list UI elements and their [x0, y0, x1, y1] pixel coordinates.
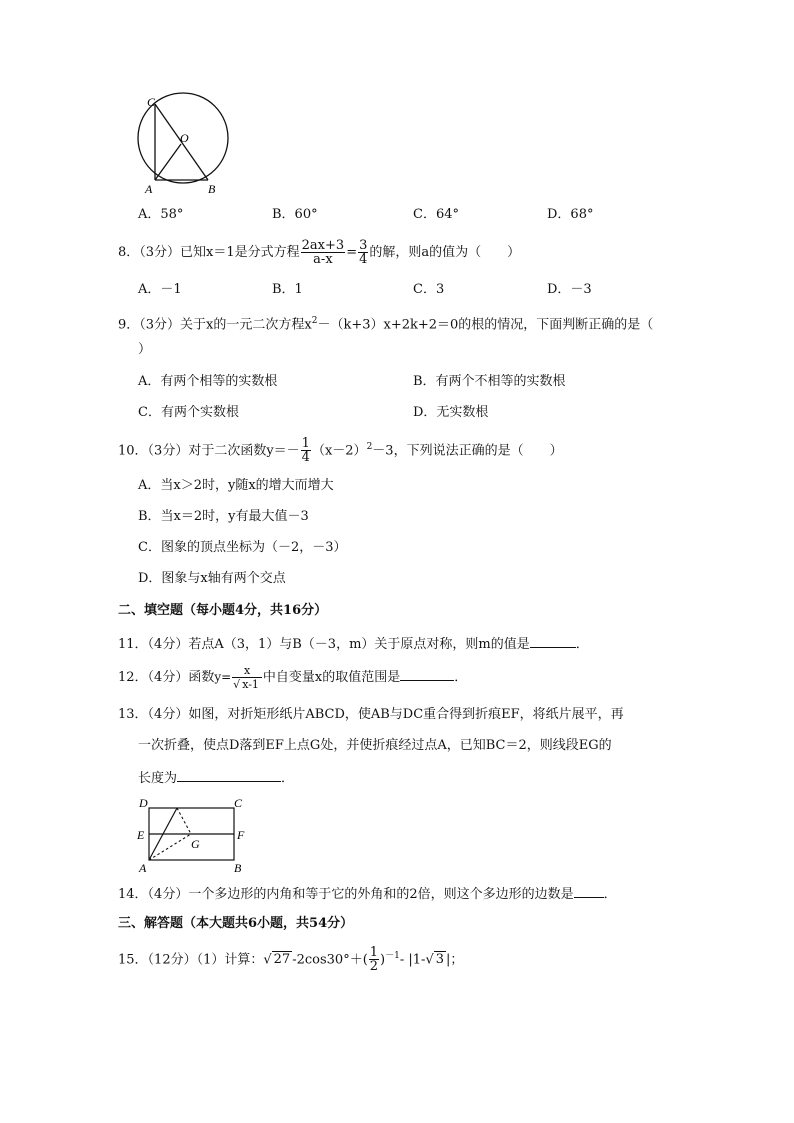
label-f: F: [237, 828, 245, 842]
question-9: [118, 311, 653, 335]
sqrt-symbol-2: √: [425, 952, 434, 968]
label-a2: A: [139, 861, 147, 875]
question-14: [118, 883, 617, 905]
q15-fnum: 1: [369, 945, 379, 961]
q8-fraction-2: [358, 239, 368, 266]
q9-option-c: C．有两个实数根: [138, 405, 239, 420]
q15-prefix: 15．（12分）（1）计算：: [118, 952, 264, 968]
q8-option-a: A．－1: [138, 282, 182, 297]
q10-option-a: A．当x＞2时，y随x的增大而增大: [138, 478, 334, 493]
label-b2: B: [234, 861, 242, 875]
q15-sqrt1: 27: [273, 952, 291, 968]
q8-option-b: B．1: [272, 282, 303, 297]
q8-option-d: D．－3: [547, 282, 592, 297]
question-13-line2: 一次折叠，使点D落到EF上点G处，并使折痕经过点A，已知BC＝2，则线段EG的: [138, 738, 612, 753]
q9-option-d: D．无实数根: [413, 405, 489, 420]
sqrt-symbol: √: [263, 952, 272, 968]
q15-part4: - |1-: [399, 952, 426, 968]
q12-suffix: 中自变量x的取值范围是: [262, 670, 401, 685]
q15-part2: -2cos30°＋(: [292, 952, 368, 968]
question-12: [118, 664, 467, 691]
q7-option-b: B．60°: [272, 207, 318, 222]
q14-answer-blank[interactable]: [574, 883, 604, 898]
q9-sup: 2: [311, 316, 318, 326]
q7-option-c: C．64°: [413, 207, 459, 222]
q14-text: 14．（4分）一个多边形的内角和等于它的外角和的2倍，则这个多边形的边数是: [118, 887, 574, 902]
q7-option-d: D．68°: [547, 207, 594, 222]
q15-sqrt2: 3: [435, 952, 445, 968]
q12-den: √ x-1: [233, 678, 259, 691]
question-13-line3: [138, 767, 294, 789]
q12-fraction: [232, 664, 262, 691]
q10-sup: 2: [366, 442, 373, 452]
q15-part3: ): [380, 952, 386, 968]
q10-mid: （x－2）: [311, 443, 367, 459]
label-d: D: [139, 796, 148, 810]
q8-suffix: 的解，则a的值为（ ）: [369, 245, 521, 260]
q11-end: ．: [575, 637, 589, 652]
q12-end: ．: [454, 670, 468, 685]
q8-fraction-1: [301, 239, 346, 266]
label-e: E: [137, 828, 145, 842]
q10-option-c: C．图象的顶点坐标为（－2，－3）: [138, 540, 347, 555]
q9-option-a: A．有两个相等的实数根: [138, 374, 278, 389]
q8-prefix: 8．（3分）已知: [118, 245, 207, 260]
label-c2: C: [234, 796, 243, 810]
q10-prefix: 10．（3分）对于二次函数y＝－: [118, 443, 300, 459]
q13-answer-blank[interactable]: [177, 767, 281, 782]
q14-end: ．: [603, 887, 617, 902]
question-15: [118, 946, 463, 973]
label-a: A: [145, 182, 153, 196]
q13-line3-text: 长度为: [138, 771, 178, 786]
q9-text-b: －（k+3）x+2k+2＝0的根的情况，下面判断正确的是（: [317, 317, 654, 333]
q10-fraction: [301, 437, 311, 464]
label-c: C: [147, 95, 156, 109]
q12-prefix: 12．（4分）函数: [118, 670, 215, 685]
section-fill-in-heading: 二、填空题（每小题4分，共16分）: [118, 603, 328, 618]
q9-text-a: 9．（3分）关于x的一元二次方程x: [118, 317, 312, 333]
q12-den-radicand: x-1: [242, 678, 259, 691]
q11-answer-blank[interactable]: [530, 633, 576, 648]
q8-frac2-den: 4: [359, 252, 368, 267]
q10-option-b: B．当x＝2时，y有最大值－3: [138, 509, 309, 524]
q10-frac-den: 4: [301, 450, 310, 466]
label-o: O: [180, 131, 189, 145]
q10-suffix: －3，下列说法正确的是（ ）: [372, 443, 563, 459]
q8-frac1-den: a-x: [313, 252, 333, 267]
q9-option-b: B．有两个不相等的实数根: [413, 374, 566, 389]
q11-text: 11．（4分）若点A（3，1）与B（－3，m）关于原点对称，则m的值是: [118, 637, 530, 652]
question-11: [118, 633, 589, 655]
q10-option-d: D．图象与x轴有两个交点: [138, 571, 286, 586]
q15-part5: |；: [446, 952, 464, 968]
label-g: G: [191, 837, 200, 851]
q15-fden: 2: [369, 959, 379, 975]
q8-option-c: C．3: [413, 282, 445, 297]
q12-y: y=: [214, 670, 232, 684]
q15-fraction: [369, 946, 379, 973]
circle-figure: [130, 92, 240, 197]
label-b: B: [208, 182, 216, 196]
q7-option-a: A．58°: [138, 207, 184, 222]
q8-eq: =: [346, 245, 358, 260]
q10-frac-num: 1: [301, 436, 310, 452]
q12-answer-blank[interactable]: [400, 666, 454, 681]
section-solve-heading: 三、解答题（本大题共6小题，共54分）: [118, 916, 354, 931]
q8-frac1-num: 2ax+3: [301, 238, 345, 253]
question-8: [118, 239, 520, 266]
q8-cond: x＝1是分式方程: [206, 245, 300, 260]
q12-num: x: [232, 664, 262, 678]
q9-line2: ）: [138, 342, 152, 357]
q13-end: ．: [281, 771, 295, 786]
q8-frac2-num: 3: [359, 238, 368, 253]
rectangle-figure: [134, 792, 254, 876]
q15-sup: －1: [385, 951, 400, 961]
question-13-line1: 13．（4分）如图，对折矩形纸片ABCD，使AB与DC重合得到折痕EF，将纸片展平，再: [118, 707, 624, 722]
question-10: [118, 437, 563, 464]
